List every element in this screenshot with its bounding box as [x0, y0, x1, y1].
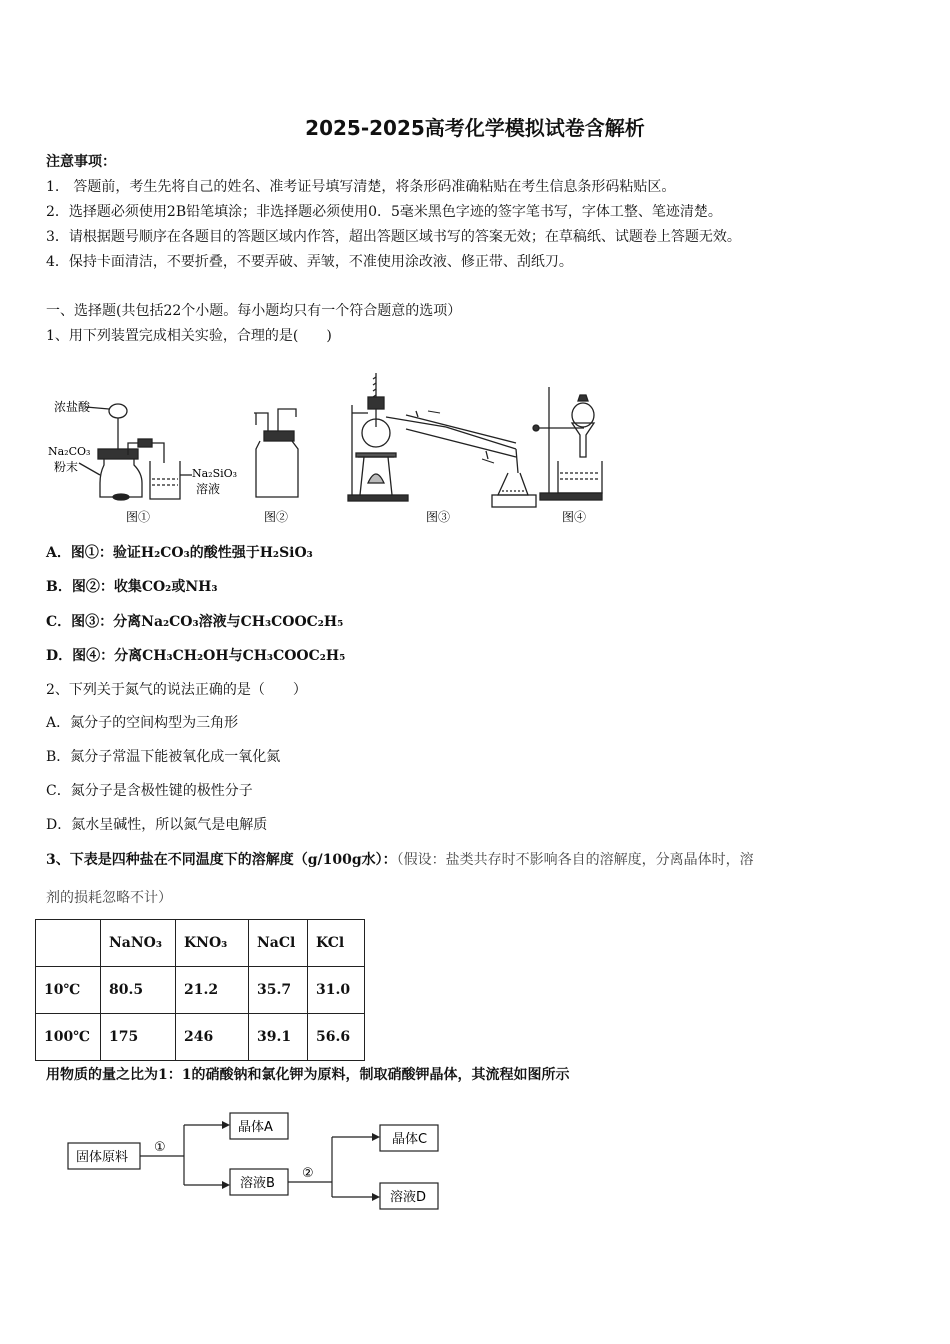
table-cell: 80.5	[101, 967, 176, 1014]
q1-option-d: D．图④：分离CH₃CH₂OH与CH₃COOC₂H₅	[46, 648, 346, 664]
q3-after-table: 用物质的量之比为1：1的硝酸钠和氯化钾为原料，制取硝酸钾晶体，其流程如图所示	[46, 1067, 570, 1083]
table-cell: 100℃	[36, 1014, 101, 1061]
table-header: NaCl	[249, 920, 308, 967]
table-header: KNO₃	[176, 920, 249, 967]
flow-crystal-a: 晶体A	[238, 1120, 273, 1135]
table-row	[36, 967, 365, 1014]
notice-item-1: 1. 答题前，考生先将自己的姓名、准考证号填写清楚，将条形码准确粘贴在考生信息条形码粘贴区。	[46, 179, 676, 195]
flow-solution-d: 溶液D	[390, 1190, 427, 1205]
q1-stem: 1、用下列装置完成相关实验，合理的是( )	[46, 328, 332, 344]
flask-1	[100, 459, 142, 497]
table-cell: 31.0	[308, 967, 365, 1014]
process-flowchart	[60, 1105, 460, 1219]
table-cell: 10℃	[36, 967, 101, 1014]
q2-stem: 2、下列关于氮气的说法正确的是（ ）	[46, 682, 307, 698]
label-concentrated-hcl: 浓盐酸	[54, 400, 91, 414]
label-solution: 溶液	[196, 482, 221, 496]
flow-step-2: ②	[302, 1166, 314, 1181]
table-header: NaNO₃	[101, 920, 176, 967]
caption-fig-4: 图④	[562, 510, 587, 524]
beaker-1	[150, 461, 180, 499]
caption-fig-3: 图③	[426, 510, 451, 524]
apparatus-figure	[46, 365, 626, 534]
flow-raw-material: 固体原料	[76, 1150, 129, 1165]
flow-solution-b: 溶液B	[240, 1176, 275, 1191]
table-cell	[36, 920, 101, 967]
gas-bottle-2	[256, 441, 298, 497]
section-heading: 一、选择题(共包括22个小题。每小题均只有一个符合题意的选项）	[46, 303, 462, 319]
flow-crystal-c: 晶体C	[392, 1132, 428, 1147]
table-header: KCl	[308, 920, 365, 967]
block-3	[492, 495, 536, 507]
table-row	[36, 1014, 365, 1061]
q2-option-a: A．氮分子的空间构型为三角形	[46, 715, 239, 731]
table-cell: 246	[176, 1014, 249, 1061]
notice-item-2: 2．选择题必须使用2B铅笔填涂；非选择题必须使用0．5毫米黑色字迹的签字笔书写，字体工整、笔迹清楚。	[46, 204, 722, 220]
notice-heading: 注意事项：	[46, 154, 116, 170]
notice-item-3: 3．请根据题号顺序在各题目的答题区域内作答，超出答题区域书写的答案无效；在草稿纸、试题卷上答题无效。	[46, 229, 741, 245]
separatory-funnel-1	[109, 404, 127, 418]
caption-fig-2: 图②	[264, 510, 289, 524]
table-cell: 39.1	[249, 1014, 308, 1061]
q1-option-c: C．图③：分离Na₂CO₃溶液与CH₃COOC₂H₅	[46, 614, 344, 630]
condenser-3	[386, 417, 516, 449]
solubility-table	[35, 919, 365, 1061]
table-cell: 175	[101, 1014, 176, 1061]
page-title: 2025-2025高考化学模拟试卷含解析	[305, 116, 645, 140]
receiver-3	[498, 473, 528, 495]
q1-option-b: B．图②：收集CO₂或NH₃	[46, 579, 218, 595]
table-cell: 35.7	[249, 967, 308, 1014]
q2-option-d: D．氮水呈碱性，所以氮气是电解质	[46, 817, 268, 833]
flow-step-1: ①	[154, 1140, 166, 1155]
table-cell: 21.2	[176, 967, 249, 1014]
label-na2co3: Na₂CO₃	[48, 445, 91, 458]
q2-option-b: B．氮分子常温下能被氧化成一氧化氮	[46, 749, 281, 765]
q3-stem: 3、下表是四种盐在不同温度下的溶解度（g/100g水）：（假设：盐类共存时不影响各自的溶解度，分离晶体时，溶	[46, 852, 754, 868]
caption-fig-1: 图①	[126, 510, 151, 524]
stopper-2	[264, 431, 294, 441]
stopper-1	[98, 449, 138, 459]
beaker-4	[558, 461, 602, 493]
label-powder: 粉末	[54, 460, 79, 474]
notice-item-4: 4．保持卡面清洁，不要折叠，不要弄破、弄皱，不准使用涂改液、修正带、刮纸刀。	[46, 254, 573, 270]
table-cell: 56.6	[308, 1014, 365, 1061]
q3-stem-line2: 剂的损耗忽略不计）	[46, 890, 172, 906]
q2-option-c: C．氮分子是含极性键的极性分子	[46, 783, 253, 799]
table-header-row	[36, 920, 365, 967]
label-na2sio3: Na₂SiO₃	[192, 467, 238, 480]
q1-option-a: A．图①：验证H₂CO₃的酸性强于H₂SiO₃	[46, 545, 313, 561]
